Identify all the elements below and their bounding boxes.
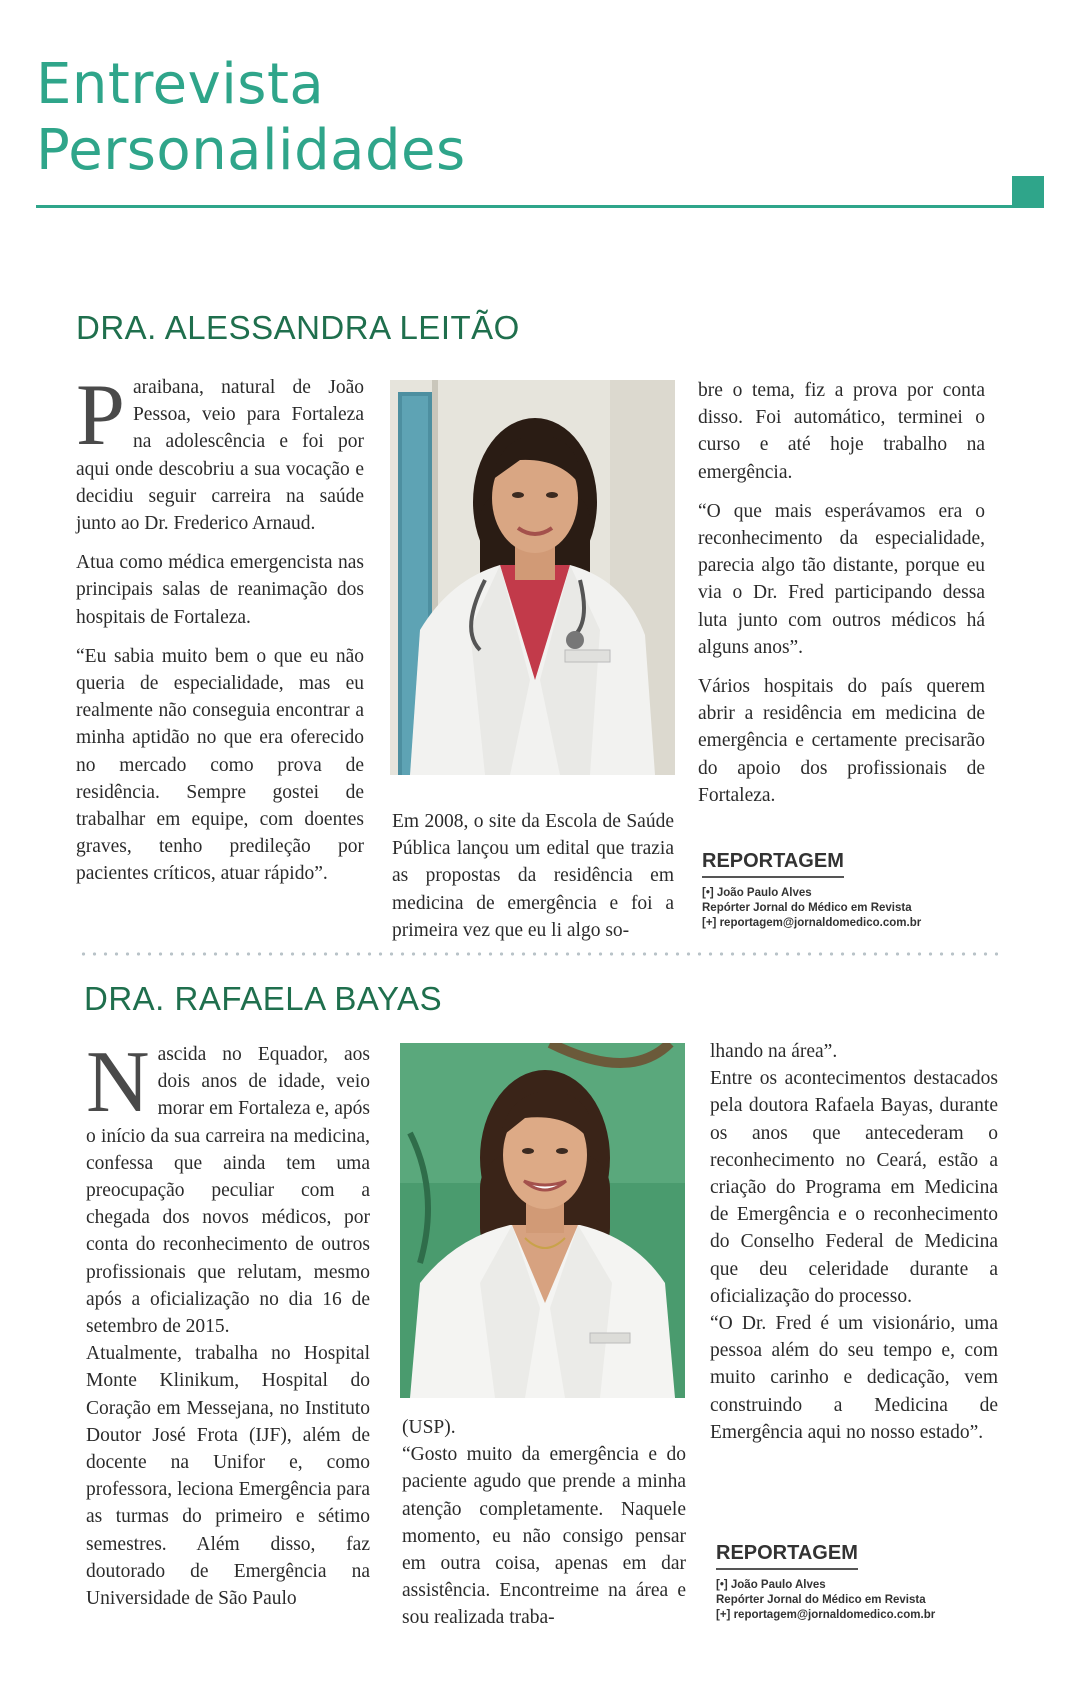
interview1-paragraph: araibana, natural de João Pessoa, veio para Fortaleza na adolescência e foi por aqui onde descobriu a sua vocação e decidiu seguir carreira na saúde junto ao Dr. Frederico Arnaud. bbox=[76, 377, 364, 535]
interview2-photo bbox=[400, 1043, 685, 1398]
section-title-line2: Personalidades bbox=[36, 118, 466, 183]
section-header bbox=[36, 52, 1044, 184]
interview1-dropcap: P bbox=[76, 367, 125, 464]
section-divider bbox=[78, 952, 998, 956]
interview1-column2 bbox=[392, 808, 674, 944]
interview2-paragraph: lhando na área”. bbox=[710, 1041, 838, 1062]
credit-email[interactable]: [+] reportagem@jornaldomedico.com.br bbox=[716, 1609, 936, 1621]
credit-author: [•] João Paulo Alves bbox=[702, 887, 812, 899]
interview1-photo bbox=[390, 380, 675, 775]
header-rule bbox=[36, 205, 1026, 208]
interview2-column2 bbox=[402, 1414, 686, 1632]
interview2-credit bbox=[716, 1542, 935, 1623]
interview1-paragraph: bre o tema, fiz a prova por conta disso. Foi automático, terminei o curso e até hoje trabalho na emergência. bbox=[698, 380, 985, 483]
interview1-paragraph: Atua como médica emergencista nas principais salas de reanimação dos hospitais de Fortaleza. bbox=[76, 552, 364, 628]
credit-role: Repórter Jornal do Médico em Revista bbox=[702, 902, 912, 914]
interview2-column1 bbox=[86, 1034, 370, 1612]
interview1-paragraph: “Eu sabia muito bem o que eu não queria de especialidade, mas eu realmente não conseguia encontrar a minha aptidão no que era oferecido no mercado como prova de residência. Sempre gostei de trabalhar em equipe, com doentes graves, tenho predileção por pacientes críticos, atuar rápido”. bbox=[76, 645, 364, 885]
credit-title: REPORTAGEM bbox=[716, 1542, 858, 1570]
interview2-paragraph: “O Dr. Fred é um visionário, uma pessoa além do seu tempo e, com muito carinho e dedicação, vem construindo a Medicina de Emergência aqui no nosso estado”. bbox=[710, 1313, 998, 1443]
portrait-rafaela bbox=[400, 1043, 685, 1398]
credit-role: Repórter Jornal do Médico em Revista bbox=[716, 1594, 926, 1606]
interview2-dropcap: N bbox=[86, 1034, 150, 1131]
interview1-paragraph: Vários hospitais do país querem abrir a residência em medicina de emergência e certamente precisarão do apoio dos profissionais de Fortaleza. bbox=[698, 676, 985, 806]
interview2-paragraph: Entre os acontecimentos destacados pela doutora Rafaela Bayas, durante os anos que antecederam o reconhecimento no Ceará, estão a criação do Programa em Medicina de Emergência e o reconhecimento do Conselho Federal de Medicina que deu celeridade durante a oficialização do processo. bbox=[710, 1068, 998, 1307]
interview2-paragraph: Atualmente, trabalha no Hospital Monte Klinikum, Hospital do Coração em Messejana, no Instituto Doutor José Frota (IJF), além de docente na Unifor e, como professora, leciona Emergência para as turmas do primeiro e sétimo semestres. Além disso, faz doutorado de Emergência na Universidade de São Paulo bbox=[86, 1343, 370, 1610]
interview2-paragraph: (USP). bbox=[402, 1417, 456, 1438]
interview2-paragraph: “Gosto muito da emergência e do paciente agudo que prende a minha atenção completamente. Naquele momento, eu não consigo pensar em outra coisa, apenas em dar assistência. Encontreime na área e sou realizada traba- bbox=[402, 1444, 686, 1629]
header-accent-square bbox=[1012, 176, 1044, 208]
interview1-paragraph: Em 2008, o site da Escola de Saúde Pública lançou um edital que trazia as propostas da residência em medicina de emergência e foi a primeira vez que eu li algo so- bbox=[392, 811, 674, 941]
portrait-alessandra bbox=[390, 380, 675, 775]
section-title-line1: Entrevista bbox=[36, 52, 325, 117]
credit-email[interactable]: [+] reportagem@jornaldomedico.com.br bbox=[702, 917, 922, 929]
interview2-name: DRA. RAFAELA BAYAS bbox=[84, 980, 443, 1017]
interview1-column3 bbox=[698, 377, 985, 821]
credit-title: REPORTAGEM bbox=[702, 850, 844, 878]
interview1-credit bbox=[702, 850, 921, 931]
credit-author: [•] João Paulo Alves bbox=[716, 1579, 826, 1591]
interview2-column3 bbox=[710, 1038, 998, 1446]
interview1-paragraph: “O que mais esperávamos era o reconhecimento da especialidade, parecia algo tão distante, porque eu via o Dr. Fred participando dessa luta junto com outros médicos há alguns anos”. bbox=[698, 500, 985, 658]
interview2-paragraph: ascida no Equador, aos dois anos de idade, veio morar em Fortaleza e, após o início da sua carreira na medicina, confessa que ainda tem uma preocupação peculiar com a chegada dos novos médicos, por conta do reconhecimento de outros profissionais que relutam, mesmo após a oficialização no dia 16 de setembro de 2015. bbox=[86, 1044, 370, 1338]
interview1-column1 bbox=[76, 367, 364, 900]
interview1-name: DRA. ALESSANDRA LEITÃO bbox=[76, 309, 520, 346]
